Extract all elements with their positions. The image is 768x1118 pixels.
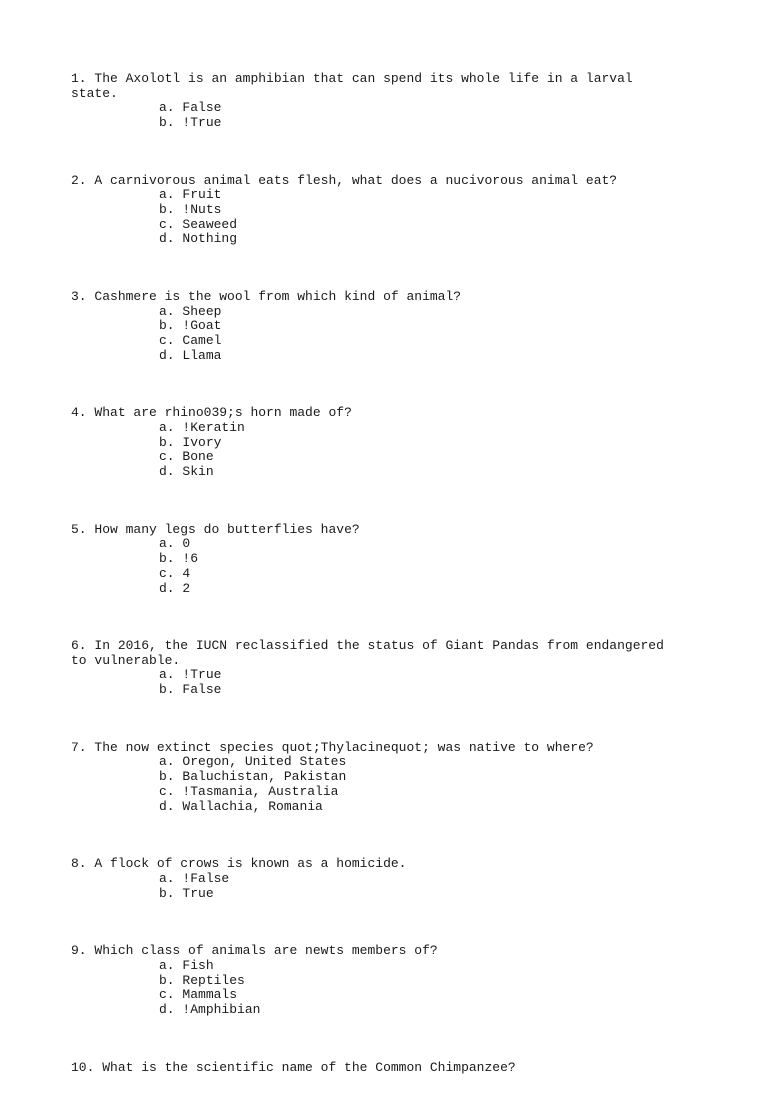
option-text: !Nuts (182, 201, 222, 217)
option-text: Ivory (182, 434, 222, 450)
option-letter: d. (159, 464, 175, 480)
option-text: Skin (182, 464, 214, 480)
option-letter: a. (159, 667, 175, 683)
option-letter: b. (159, 551, 175, 567)
question-block (71, 857, 681, 901)
option-text: Oregon, United States (182, 754, 347, 770)
question-prompt: The Axolotl is an amphibian that can spend its whole life in a larval state. (71, 71, 641, 101)
answer-option (71, 203, 681, 218)
option-text: Bone (182, 449, 214, 465)
option-letter: c. (159, 333, 175, 348)
option-text: Mammals (182, 987, 238, 1003)
question-text (71, 741, 681, 756)
question-number: 10. (71, 1059, 95, 1075)
question-block (71, 639, 681, 698)
option-letter: d. (159, 1001, 175, 1017)
option-letter: c. (159, 565, 175, 581)
answer-option (71, 770, 681, 785)
answer-options (71, 668, 681, 697)
option-text: Seaweed (182, 216, 238, 232)
answer-option (71, 668, 681, 683)
answer-option (71, 872, 681, 887)
question-prompt: What are rhino039;s horn made of? (94, 405, 352, 421)
question-number: 2. (71, 172, 87, 188)
option-text: Wallachia, Romania (182, 798, 323, 814)
answer-option (71, 800, 681, 815)
option-letter: a. (159, 536, 175, 552)
option-letter: a. (159, 957, 175, 973)
answer-options (71, 305, 681, 364)
option-text: !False (182, 870, 230, 886)
question-prompt: A flock of crows is known as a homicide. (94, 856, 407, 872)
answer-option (71, 988, 681, 1003)
option-letter: a. (159, 420, 175, 435)
answer-option (71, 683, 681, 698)
answer-options (71, 755, 681, 814)
answer-option (71, 188, 681, 203)
option-text: Fruit (182, 187, 222, 203)
question-block (71, 523, 681, 596)
answer-option (71, 537, 681, 552)
option-text: 4 (182, 565, 191, 581)
answer-options (71, 959, 681, 1018)
option-letter: a. (159, 303, 175, 319)
question-number: 5. (71, 521, 87, 537)
option-letter: d. (159, 231, 175, 247)
option-letter: b. (159, 769, 175, 785)
option-text: 2 (182, 580, 191, 596)
question-block (71, 1061, 681, 1076)
question-block (71, 406, 681, 479)
answer-options (71, 188, 681, 247)
option-text: !True (182, 667, 222, 683)
answer-option (71, 218, 681, 233)
option-text: Baluchistan, Pakistan (182, 769, 347, 785)
option-text: !Keratin (182, 420, 245, 435)
question-text (71, 72, 681, 101)
question-prompt: What is the scientific name of the Common Chimpanzee? (102, 1059, 516, 1075)
option-letter: c. (159, 216, 175, 232)
answer-option (71, 887, 681, 902)
option-letter: b. (159, 972, 175, 988)
option-letter: d. (159, 580, 175, 596)
answer-option (71, 319, 681, 334)
question-prompt: Cashmere is the wool from which kind of animal? (94, 289, 462, 304)
question-text (71, 857, 681, 872)
answer-option (71, 552, 681, 567)
option-text: Nothing (182, 231, 238, 247)
question-number: 4. (71, 405, 87, 421)
question-text (71, 290, 681, 305)
quiz-document (71, 72, 681, 1118)
option-text: Llama (182, 347, 222, 363)
option-text: False (182, 100, 222, 116)
answer-option (71, 101, 681, 116)
answer-option (71, 785, 681, 800)
option-letter: b. (159, 885, 175, 901)
answer-option (71, 959, 681, 974)
question-number: 8. (71, 856, 87, 872)
question-block (71, 72, 681, 131)
question-number: 9. (71, 943, 87, 959)
option-letter: a. (159, 187, 175, 203)
answer-option (71, 116, 681, 131)
question-block (71, 741, 681, 814)
answer-option (71, 334, 681, 349)
answer-options (71, 421, 681, 480)
question-text (71, 174, 681, 189)
option-text: Camel (182, 333, 222, 348)
option-letter: c. (159, 783, 175, 799)
option-letter: b. (159, 434, 175, 450)
question-number: 6. (71, 638, 87, 654)
question-prompt: How many legs do butterflies have? (94, 521, 360, 537)
question-prompt: A carnivorous animal eats flesh, what does a nucivorous animal eat? (94, 172, 618, 188)
question-text (71, 523, 681, 538)
option-text: Sheep (182, 303, 222, 319)
question-text (71, 1061, 681, 1076)
option-text: False (182, 682, 222, 698)
answer-option (71, 421, 681, 436)
answer-option (71, 755, 681, 770)
option-text: !True (182, 114, 222, 130)
answer-option (71, 582, 681, 597)
option-text: True (182, 885, 214, 901)
question-number: 3. (71, 289, 87, 304)
question-prompt: Which class of animals are newts members of? (94, 943, 438, 959)
option-text: !6 (182, 551, 199, 567)
option-letter: a. (159, 100, 175, 116)
answer-option (71, 567, 681, 582)
answer-options (71, 101, 681, 130)
option-text: Fish (182, 957, 214, 973)
question-number: 1. (71, 71, 87, 86)
option-text: 0 (182, 536, 191, 552)
answer-option (71, 465, 681, 480)
option-text: !Tasmania, Australia (182, 783, 339, 799)
answer-option (71, 349, 681, 364)
answer-option (71, 305, 681, 320)
option-letter: b. (159, 201, 175, 217)
answer-option (71, 450, 681, 465)
answer-option (71, 974, 681, 989)
answer-options (71, 537, 681, 596)
question-text (71, 406, 681, 421)
answer-options (71, 872, 681, 901)
option-letter: b. (159, 114, 175, 130)
question-prompt: In 2016, the IUCN reclassified the status of Giant Pandas from endangered to vulnerable. (71, 638, 672, 668)
question-text (71, 639, 681, 668)
option-text: !Goat (182, 318, 222, 334)
option-text: Reptiles (182, 972, 245, 988)
option-letter: c. (159, 987, 175, 1003)
question-text (71, 944, 681, 959)
option-letter: a. (159, 870, 175, 886)
question-block (71, 290, 681, 363)
question-prompt: The now extinct species quot;Thylacinequot; was native to where? (94, 739, 594, 755)
option-letter: b. (159, 318, 175, 334)
question-block (71, 174, 681, 247)
option-letter: c. (159, 449, 175, 465)
question-number: 7. (71, 739, 87, 755)
option-letter: a. (159, 754, 175, 770)
answer-option (71, 232, 681, 247)
answer-option (71, 1003, 681, 1018)
answer-option (71, 436, 681, 451)
option-text: !Amphibian (182, 1001, 261, 1017)
option-letter: d. (159, 798, 175, 814)
option-letter: d. (159, 347, 175, 363)
option-letter: b. (159, 682, 175, 698)
question-block (71, 944, 681, 1017)
